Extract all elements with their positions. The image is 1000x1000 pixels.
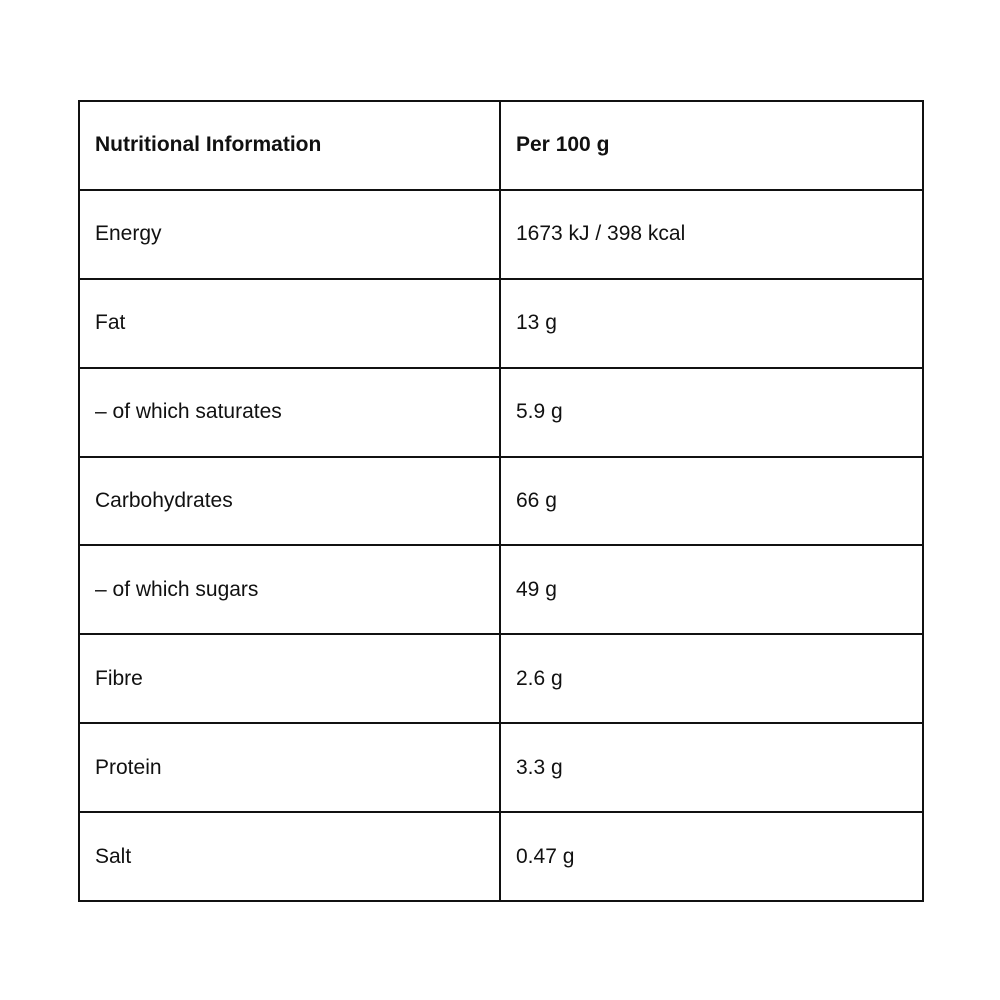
nutrient-value: 49 g: [500, 545, 923, 634]
header-nutritional-information: Nutritional Information: [79, 101, 500, 190]
nutrient-label: Fat: [79, 279, 500, 368]
nutrient-label: – of which saturates: [79, 368, 500, 457]
table-row-carbohydrates: [79, 457, 923, 546]
nutrient-value: 1673 kJ / 398 kcal: [500, 190, 923, 279]
nutrient-value: 2.6 g: [500, 634, 923, 723]
table-row-sugars: [79, 545, 923, 634]
nutrition-table: [78, 100, 924, 902]
table-row-saturates: [79, 368, 923, 457]
nutrient-label: Carbohydrates: [79, 457, 500, 546]
nutrient-value: 0.47 g: [500, 812, 923, 901]
nutrient-label: – of which sugars: [79, 545, 500, 634]
header-row: [79, 101, 923, 190]
table-row-protein: [79, 723, 923, 812]
table-row-fat: [79, 279, 923, 368]
table-row-salt: [79, 812, 923, 901]
nutrient-label: Protein: [79, 723, 500, 812]
nutrient-value: 66 g: [500, 457, 923, 546]
header-per-100g: Per 100 g: [500, 101, 923, 190]
table-row-fibre: [79, 634, 923, 723]
nutrient-value: 3.3 g: [500, 723, 923, 812]
table-header: [79, 101, 923, 190]
table-body: [79, 190, 923, 901]
nutrient-label: Fibre: [79, 634, 500, 723]
nutrient-label: Energy: [79, 190, 500, 279]
table-row-energy: [79, 190, 923, 279]
nutrient-value: 5.9 g: [500, 368, 923, 457]
nutrient-value: 13 g: [500, 279, 923, 368]
nutrient-label: Salt: [79, 812, 500, 901]
